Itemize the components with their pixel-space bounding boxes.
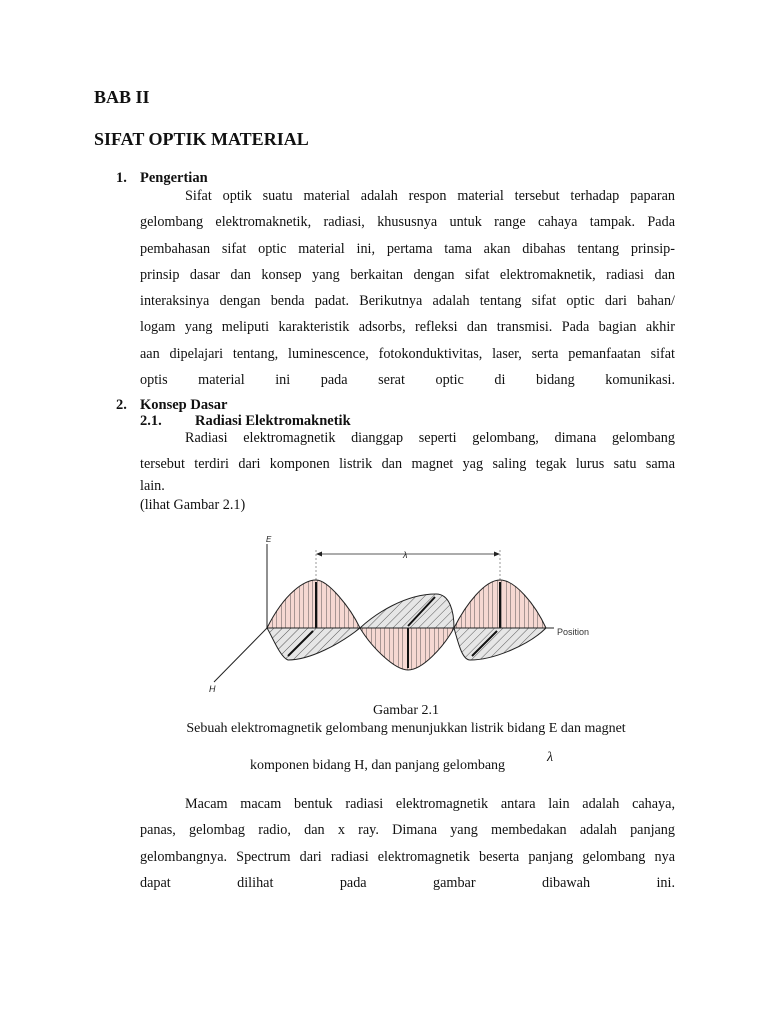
h-field-lobe: [360, 594, 454, 628]
section-2-heading: Konsep Dasar: [140, 397, 228, 413]
figure-caption-lambda: λ: [547, 750, 554, 765]
h-axis-label: H: [209, 684, 216, 694]
page-title: SIFAT OPTIK MATERIAL: [94, 129, 309, 149]
h-field-lobe: [454, 628, 546, 660]
lambda-arrowhead: [494, 552, 500, 557]
e-field-lobe: [267, 580, 360, 628]
figure-caption-title: Gambar 2.1: [372, 703, 440, 718]
paragraph-line: Macam macam bentuk radiasi elektromagnetik antara lain adalah cahaya,: [185, 796, 675, 812]
paragraph-line: prinsip dasar dan konsep yang berkaitan dengan sifat elektromaknetik, radiasi dan: [140, 266, 675, 283]
paragraph-line: pembahasan sifat optic material ini, pertama tama akan dibahas tentang prinsip-: [140, 240, 675, 257]
paragraph-line: interaksinya dengan benda padat. Berikutnya adalah tentang sifat optic dari bahan/: [140, 293, 675, 310]
paragraph-line: Sifat optik suatu material adalah respon material tersebut terhadap paparan: [185, 188, 675, 204]
paragraph-line: aan dipelajari tentang, luminescence, fotokonduktivitas, laser, serta pemanfaatan sifat: [140, 345, 675, 362]
section-1-heading: Pengertian: [140, 170, 208, 186]
figure-caption-line: Sebuah elektromagnetik gelombang menunjukkan listrik bidang E dan magnet: [186, 721, 626, 736]
subsection-number: 2.1.: [140, 413, 162, 429]
position-axis-label: Position: [557, 627, 590, 637]
subsection-heading: Radiasi Elektromaknetik: [195, 413, 351, 429]
section-1-paragraph: [140, 183, 675, 393]
em-wave-figure: [200, 532, 600, 698]
h-axis: [214, 628, 267, 682]
figure-caption-line: komponen bidang H, dan panjang gelombang: [250, 758, 506, 773]
paragraph-line: optis material ini pada serat optic di bidang komunikasi.: [140, 372, 675, 389]
paragraph-line: gelombangnya. Spectrum dari radiasi elektromagnetik beserta panjang gelombang nya: [140, 848, 675, 865]
chapter-label: BAB II: [94, 87, 150, 107]
paragraph-line: logam yang meliputi karakteristik adsorbs, refleksi dan transmisi. Pada bagian akhir: [140, 319, 675, 336]
paragraph-line: panas, gelombag radio, dan x ray. Dimana yang membedakan adalah panjang: [140, 822, 675, 839]
paragraph-line: Radiasi elektromagnetik dianggap seperti gelombang, dimana gelombang: [185, 430, 675, 446]
radiation-paragraph: [140, 791, 675, 896]
paragraph-line: lain.: [140, 477, 165, 494]
section-2-paragraph: [140, 425, 675, 495]
paragraph-line: tersebut terdiri dari komponen listrik dan magnet yag saling tegak lurus satu sama: [140, 456, 675, 473]
section-2-number: 2.: [116, 397, 127, 413]
paragraph-line: gelombang elektromaknetik, radiasi, khususnya untuk range cahaya tampak. Pada: [140, 214, 675, 231]
lambda-symbol: λ: [403, 550, 408, 560]
e-axis-label: E: [266, 535, 272, 544]
section-1-number: 1.: [116, 170, 127, 186]
lambda-arrowhead: [316, 552, 322, 557]
h-field-lobe: [267, 628, 360, 660]
paragraph-line: dapat dilihat pada gambar dibawah ini.: [140, 874, 675, 891]
figure-reference: (lihat Gambar 2.1): [140, 497, 246, 513]
